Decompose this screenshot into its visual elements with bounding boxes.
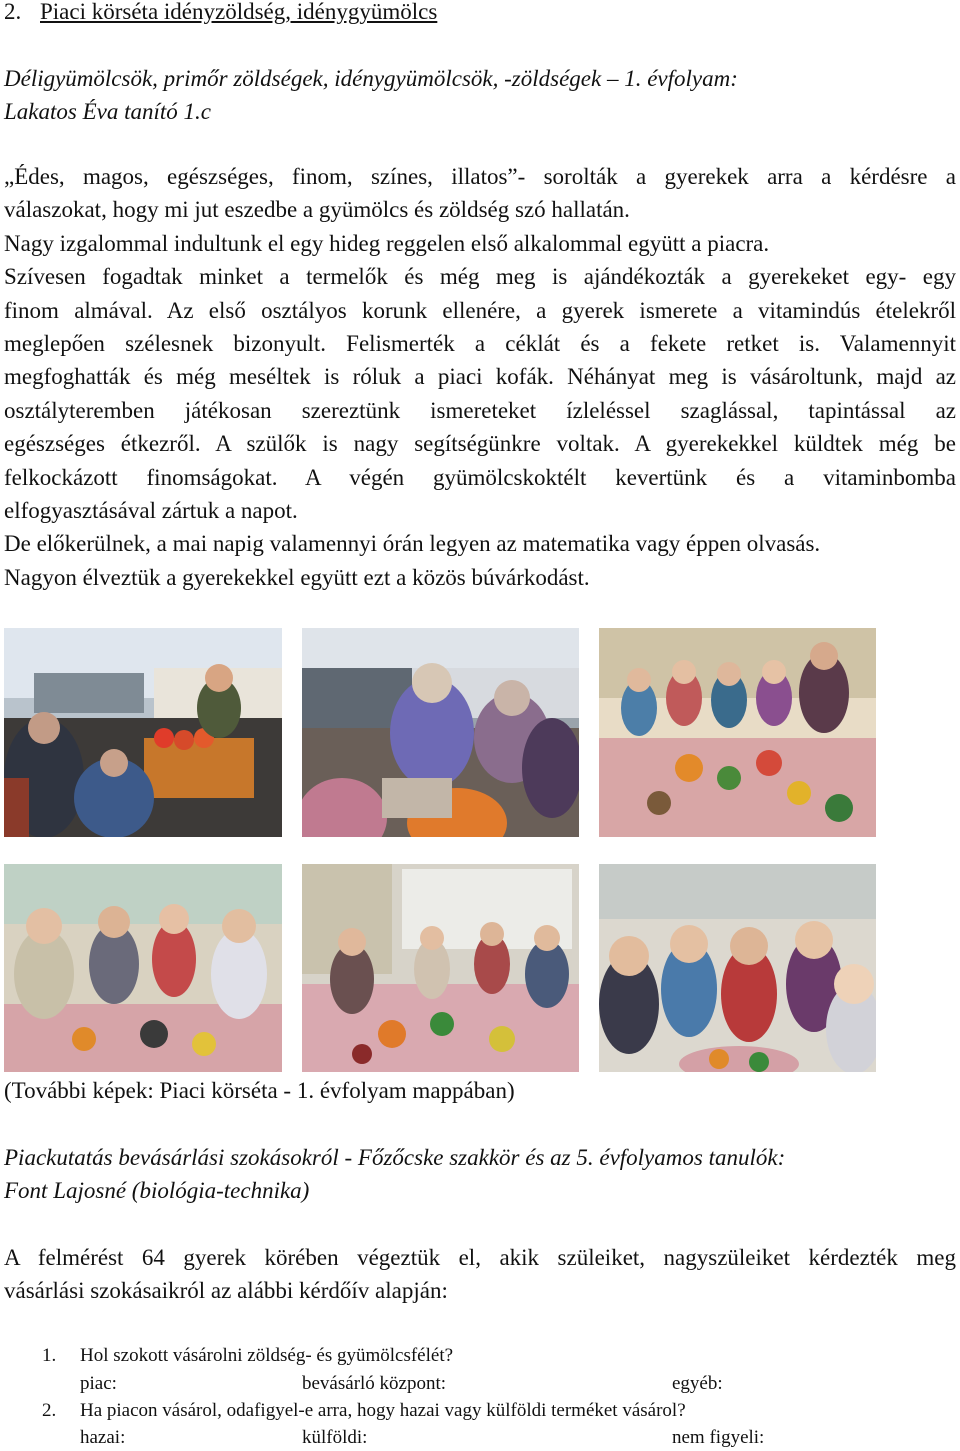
activity-subtitle-line1: Déligyümölcsök, primőr zöldségek, idénygyümölcsök, -zöldségek – 1. évfolyam:: [4, 66, 738, 91]
report-paragraph: [4, 160, 956, 594]
activity-subtitle-line2: Lakatos Éva tanító 1.c: [4, 99, 211, 124]
section-title: Piaci körséta idényzöldség, idénygyümölcs: [40, 0, 438, 24]
paragraph-line: vásárlási szokásaikról az alábbi kérdőív alapján:: [4, 1278, 448, 1304]
survey-paragraph: [4, 1241, 956, 1308]
paragraph-line: megfoghatták és még meséltek is róluk a piaci kofák. Néhányat meg is vásároltunk, majd az: [4, 364, 956, 390]
paragraph-line: meglepően szélesnek bizonyult. Felismerték a céklát és a fekete retket is. Valamennyit: [4, 330, 956, 356]
question-number: 2.: [42, 1400, 57, 1421]
children-tasting-photo: [4, 864, 282, 1072]
answer-option: nem figyeli:: [672, 1427, 765, 1448]
photo-caption: (További képek: Piaci körséta - 1. évfolyam mappában): [4, 1078, 515, 1103]
paragraph-line: Nagyon élveztük a gyerekekkel együtt ezt a közös búvárkodást.: [4, 564, 590, 590]
question-text: Hol szokott vásárolni zöldség- és gyümölcsfélét?: [80, 1345, 454, 1366]
answer-option: egyéb:: [672, 1373, 723, 1394]
question-text: Ha piacon vásárol, odafigyel-e arra, hogy hazai vagy külföldi terméket vásárol?: [80, 1400, 686, 1421]
paragraph-line: felkockázott finomságokat. A végén gyümölcskoktélt kevertünk és a vitaminbomba: [4, 464, 956, 490]
vendor-with-children-photo: [302, 628, 579, 837]
paragraph-line: „Édes, magos, egészséges, finom, színes, illatos”- sorolták a gyerekek arra a kérdésre a: [4, 164, 956, 189]
answer-option: bevásárló központ:: [302, 1373, 447, 1394]
answer-option: külföldi:: [302, 1427, 368, 1448]
classroom-table-photo: [599, 628, 876, 837]
section-heading: [4, 0, 437, 24]
question-number: 1.: [42, 1345, 57, 1366]
paragraph-line: válaszokat, hogy mi jut eszedbe a gyümölcs és zöldség szó hallatán.: [4, 197, 630, 223]
paragraph-line: elfogyasztásával zártuk a napot.: [4, 497, 298, 523]
market-stall-photo: [4, 628, 282, 837]
survey-subtitle-line1: Piackutatás bevásárlási szokásokról - Főzőcske szakkör és az 5. évfolyamos tanulók:: [4, 1145, 786, 1170]
paragraph-line: A felmérést 64 gyerek körében végeztük el, akik szüleiket, nagyszüleiket kérdezték meg: [4, 1245, 956, 1270]
section-number: 2.: [4, 0, 22, 24]
paragraph-line: De előkerülnek, a mai napig valamennyi órán legyen az matematika vagy éppen olvasás.: [4, 531, 821, 557]
paragraph-line: finom almával. Az első osztályos korunk ellenére, a gyerek ismerete a vitamindús ételekről: [4, 297, 956, 323]
paragraph-line: Nagy izgalommal indultunk el egy hideg reggelen első alkalommal együtt a piacra.: [4, 230, 770, 256]
paragraph-line: Szívesen fogadtak minket a termelők és még meg is ajándékozták a gyerekeket egy- egy: [4, 264, 956, 290]
survey-subtitle-line2: Font Lajosné (biológia-technika): [4, 1178, 310, 1203]
paragraph-line: egészséges étkezről. A szülők is nagy segítségünkre voltak. A gyerekekkel küldtek még be: [4, 431, 956, 457]
children-group-photo: [599, 864, 876, 1072]
answer-option: hazai:: [80, 1427, 126, 1448]
answer-option: piac:: [80, 1373, 117, 1394]
classroom-projector-photo: [302, 864, 579, 1072]
paragraph-line: osztályteremben játékosan szereztünk ismereteket ízleléssel szaglással, tapintással az: [4, 397, 956, 423]
